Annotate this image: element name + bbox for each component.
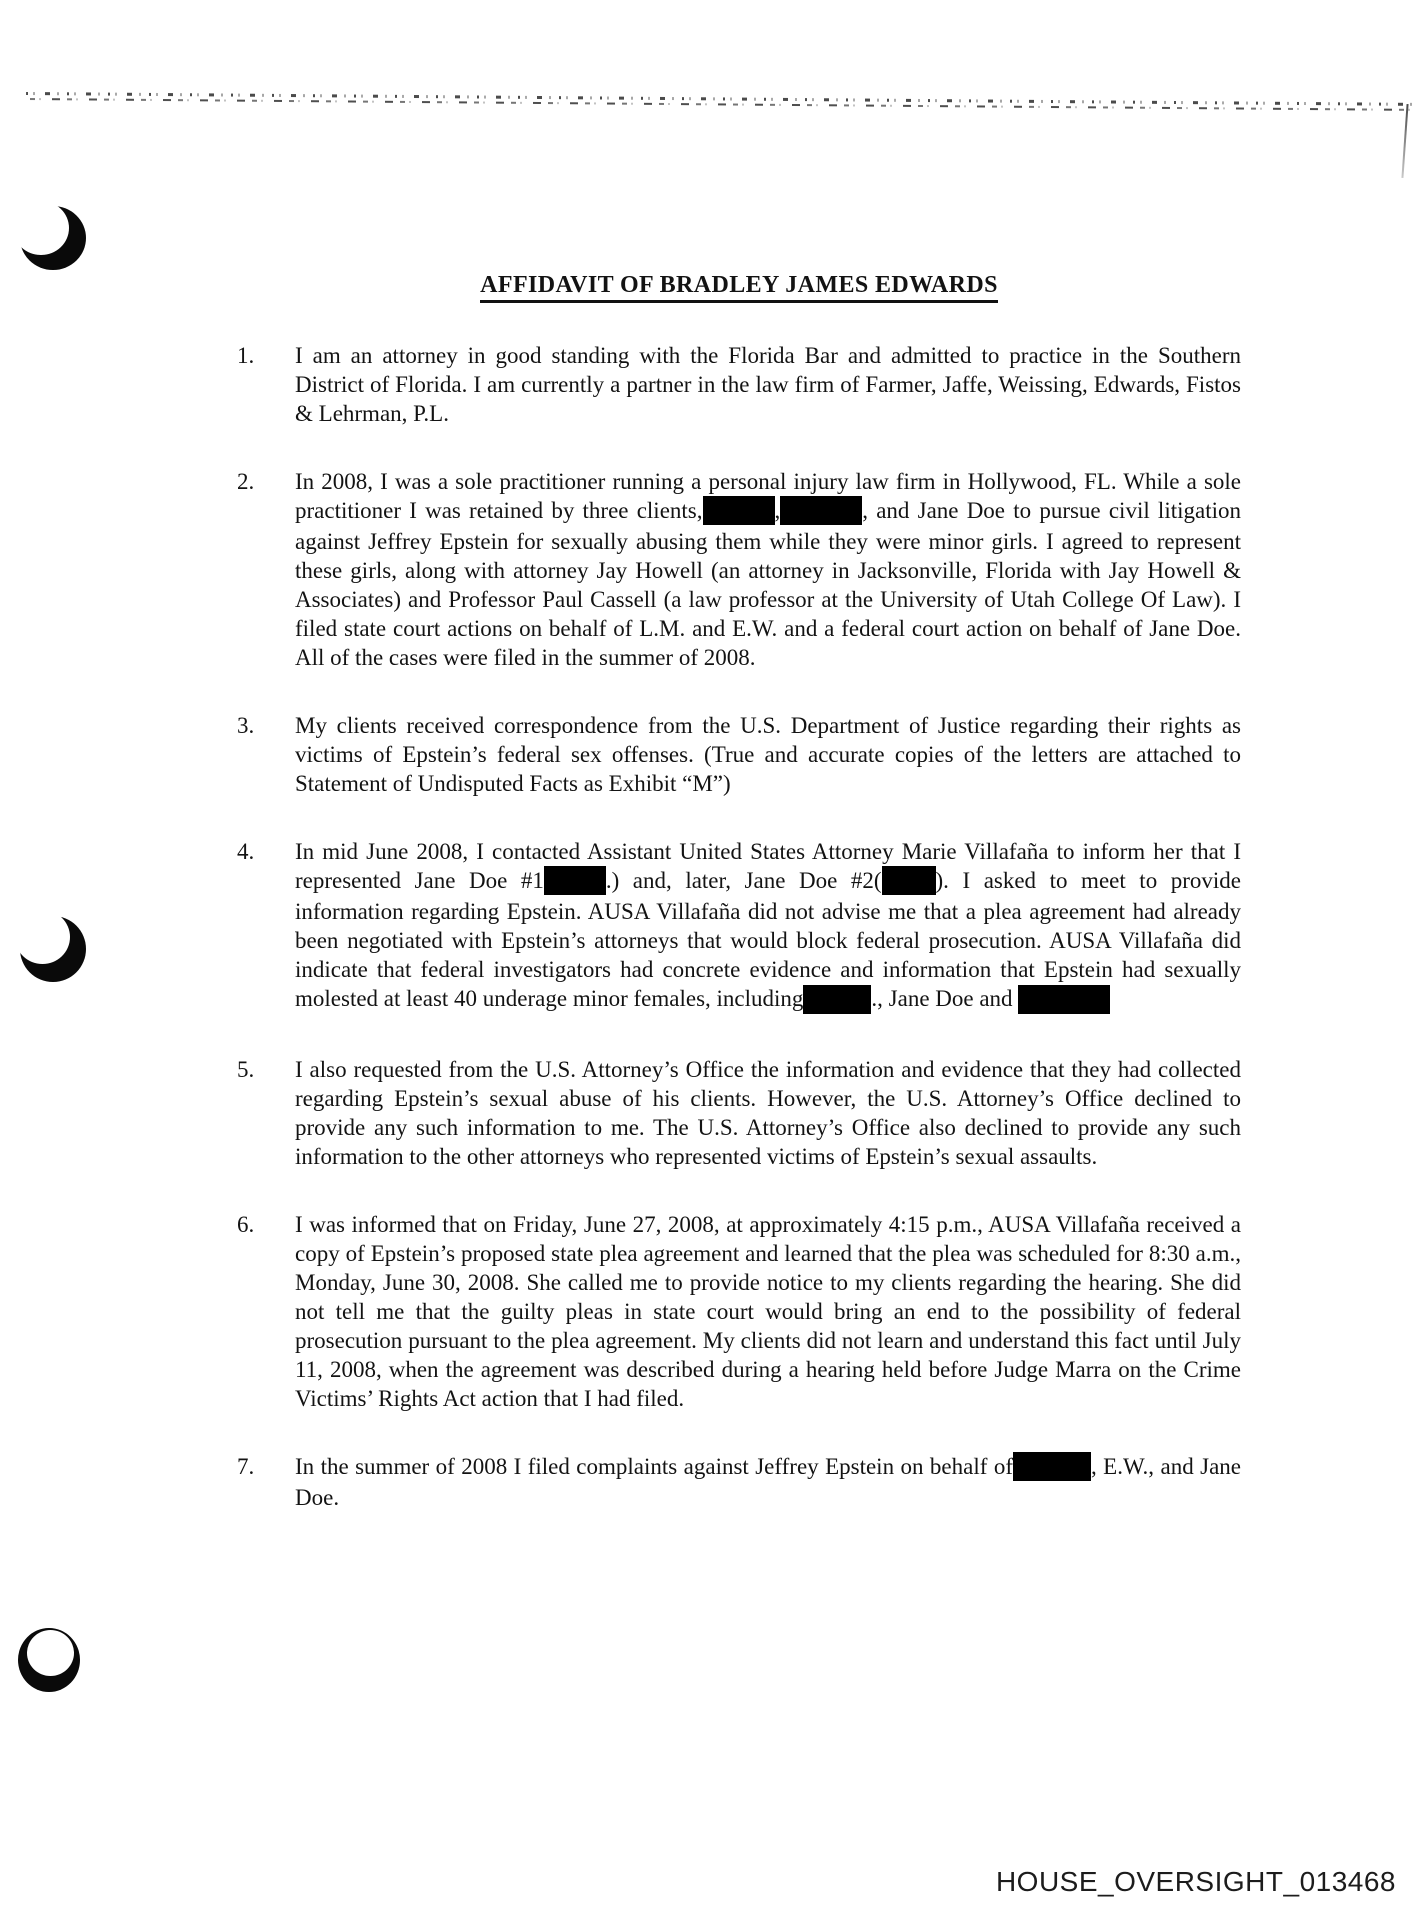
paragraph-text: I am an attorney in good standing with the Florida Bar and admitted to practice in the Southern District of Florida. I am currently a partner in the law firm of Farmer, Jaffe, Weissing, Edwards, Fistos & Lehrman, P.L. [295, 343, 1241, 426]
paragraph-text: In the summer of 2008 I filed complaints against Jeffrey Epstein on behalf of , E.W., and Jane Doe. [295, 1453, 1241, 1510]
redaction-box [882, 866, 936, 895]
affidavit-paragraph [237, 711, 1241, 798]
paragraph-text: I was informed that on Friday, June 27, 2008, at approximately 4:15 p.m., AUSA Villafaña received a copy of Epstein’s proposed state plea agreement and learned that the plea was scheduled for 8:30 a.m., Monday, June 30, 2008. She called me to provide notice to my clients regarding the hearing. She did not tell me that the guilty pleas in state court would bring an end to the possibility of federal prosecution pursuant to the plea agreement. My clients did not learn and understand this fact until July 11, 2008, when the agreement was described during a hearing held before Judge Marra on the Crime Victims’ Rights Act action that I had filed. [295, 1211, 1241, 1411]
paragraph-number: 6. [237, 1211, 255, 1237]
paragraph-number: 4. [237, 839, 255, 865]
redaction-box [544, 866, 606, 895]
paragraph-text: In 2008, I was a sole practitioner running a personal injury law firm in Hollywood, FL. While a sole practitioner I was retained by three clients, , , and Jane Doe to pursue civil litigation against Jeffrey Epstein for sexually abusing them while they were minor girls. I agreed to represent these girls, along with attorney Jay Howell (an attorney in Jacksonville, Florida with Jay Howell & Associates) and Professor Paul Cassell (a law professor at the University of Utah College Of Law). I filed state court actions on behalf of L.M. and E.W. and a federal court action on behalf of Jane Doe. All of the cases were filed in the summer of 2008. [295, 469, 1241, 671]
paragraph-number: 1. [237, 343, 255, 368]
hole-punch-mark-middle [20, 916, 86, 982]
redaction-box [1018, 985, 1110, 1014]
paragraph-text: I also requested from the U.S. Attorney’s Office the information and evidence that they had collected regarding Epstein’s sexual abuse of his clients. However, the U.S. Attorney’s Office declined to provide any such information to me. The U.S. Attorney’s Office also declined to provide any such information to the other attorneys who represented victims of Epstein’s sexual assaults. [295, 1056, 1241, 1169]
redaction-box [1013, 1452, 1091, 1481]
redaction-box [703, 496, 775, 525]
hole-punch-mark-top [20, 206, 86, 270]
affidavit-paragraph [237, 467, 1241, 672]
redaction-box [803, 985, 871, 1014]
paragraph-number: 5. [237, 1056, 255, 1082]
hole-punch-mark-bottom [18, 1628, 80, 1692]
bates-number: HOUSE_OVERSIGHT_013468 [995, 1866, 1396, 1897]
paragraph-text: My clients received correspondence from the U.S. Department of Justice regarding their rights as victims of Epstein’s federal sex offenses. (True and accurate copies of the letters are attached to Statement of Undisputed Facts as Exhibit “M”) [295, 713, 1241, 797]
affidavit-paragraph [237, 1055, 1241, 1171]
redaction-box [780, 496, 862, 525]
paragraph-list [237, 341, 1241, 1512]
paragraph-text: In mid June 2008, I contacted Assistant United States Attorney Marie Villafaña to inform her that I represented Jane Doe #1 .) and, later, Jane Doe #2( ). I asked to meet to provide information regarding Epstein. AUSA Villafaña did not advise me that a plea agreement had already been negotiated with Epstein’s attorneys that would block federal prosecution. AUSA Villafaña did indicate that federal investigators had concrete evidence and information that Epstein had sexually molested at least 40 underage minor females, including ., Jane Doe and [295, 837, 1241, 1015]
affidavit-paragraph [237, 1210, 1241, 1413]
affidavit-paragraph [237, 837, 1241, 1015]
document-content [237, 0, 1241, 1551]
title-wrapper [237, 272, 1241, 303]
affidavit-paragraph [237, 1452, 1241, 1512]
paragraph-number: 2. [237, 469, 255, 494]
affidavit-paragraph [237, 341, 1241, 428]
paragraph-number: 3. [237, 713, 255, 739]
paragraph-number: 7. [237, 1453, 255, 1479]
page-title: AFFIDAVIT OF BRADLEY JAMES EDWARDS [480, 272, 998, 303]
